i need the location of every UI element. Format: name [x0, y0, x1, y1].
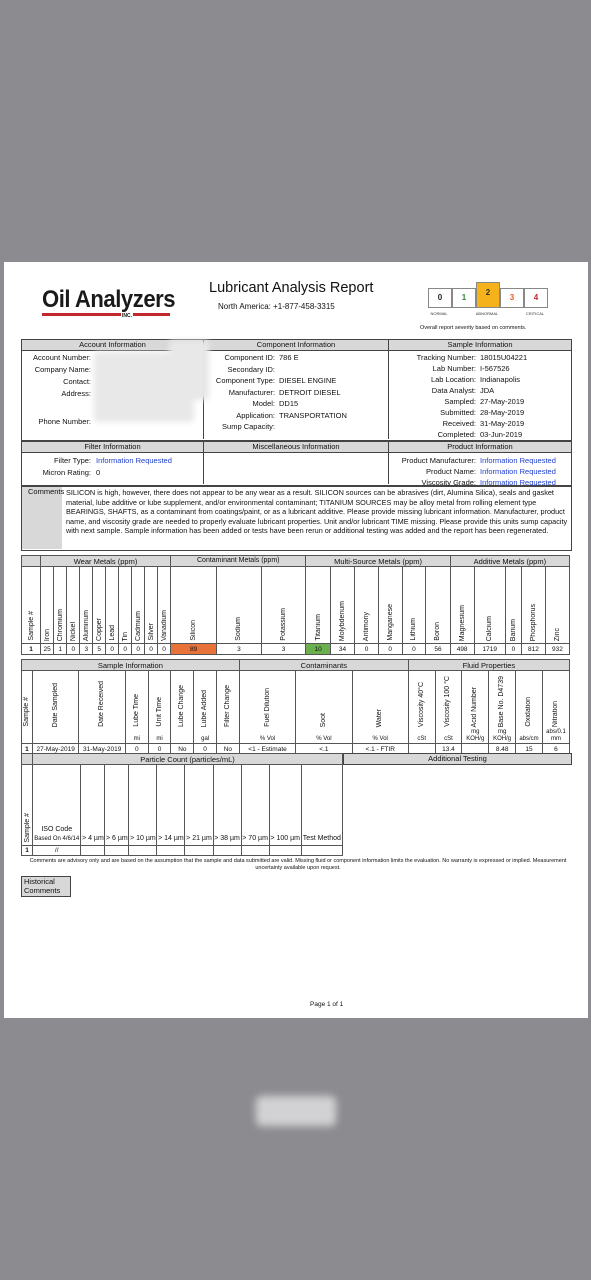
fluid-column-header — [79, 671, 125, 730]
sample-value: 31-May-2019 — [480, 419, 525, 428]
fluid-unit: mg KOH/g — [489, 729, 516, 744]
fluid-unit: % Vol — [352, 729, 408, 744]
severity-2: 2 — [476, 282, 500, 308]
metals-column-label: Vanadium — [160, 609, 168, 641]
fluid-unit: abs/cm — [516, 729, 543, 744]
fluid-value: 1 — [22, 744, 33, 755]
account-label: Account Number: — [33, 353, 91, 362]
particle-column-label: > 21 µm — [186, 835, 212, 842]
metals-column-label: Potassium — [280, 608, 288, 641]
metals-column-label: Iron — [43, 628, 51, 641]
component-label: Component ID: — [224, 353, 275, 362]
metals-column-label: Phosphorus — [529, 603, 537, 641]
metals-value: 1719 — [474, 644, 505, 655]
particle-column-header — [105, 765, 129, 846]
redacted-overlap — [169, 340, 209, 400]
product-label: Product Name: — [425, 467, 476, 476]
fluid-value: No — [171, 744, 194, 755]
metals-value: 5 — [93, 644, 106, 655]
metals-group-heading: Contaminant Metals (ppm) — [171, 556, 306, 567]
metals-column-header — [474, 567, 505, 644]
metals-column-label: Boron — [434, 622, 442, 641]
fluid-column-label: Lube Time — [132, 694, 140, 727]
fluid-unit — [217, 729, 240, 744]
particle-column-header — [185, 765, 213, 846]
metals-column-label: Nickel — [69, 621, 77, 641]
metals-column-header — [93, 567, 106, 644]
metals-column-header — [545, 567, 569, 644]
metals-value: 56 — [426, 644, 450, 655]
fluid-column-header — [32, 671, 78, 730]
sample-label: Sampled: — [444, 397, 476, 406]
particle-column-header — [33, 765, 81, 846]
metals-column-label: Cadmium — [134, 611, 142, 641]
fluid-column-header — [516, 671, 543, 730]
product-label: Product Manufacturer: — [401, 456, 476, 465]
particle-value: 1 — [22, 846, 33, 856]
metals-value: 3 — [217, 644, 262, 655]
metals-column-label: Barium — [509, 618, 517, 641]
fluid-value: 13.4 — [435, 744, 462, 755]
particle-value — [129, 846, 157, 856]
metals-column-header — [330, 567, 354, 644]
company-logo: Oil Analyzers — [42, 286, 176, 313]
sample-value: 28-May-2019 — [480, 408, 525, 417]
metals-column-header — [505, 567, 521, 644]
fluid-column-header — [542, 671, 569, 730]
metals-value: 0 — [355, 644, 379, 655]
fluid-column-header — [352, 671, 408, 730]
particle-value — [301, 846, 342, 856]
severity-label-0: NORMAL — [430, 311, 448, 316]
metals-column-header — [158, 567, 171, 644]
fluid-value: 6 — [542, 744, 569, 755]
misc-heading: Miscellaneous Information — [203, 441, 389, 453]
fluid-value: 0 — [148, 744, 171, 755]
metals-value: 812 — [521, 644, 545, 655]
metals-value: 0 — [505, 644, 521, 655]
particle-column-header — [81, 765, 105, 846]
metals-column-header — [106, 567, 119, 644]
particle-value — [105, 846, 129, 856]
particle-value: // — [33, 846, 81, 856]
particle-value — [269, 846, 301, 856]
metals-value: 932 — [545, 644, 569, 655]
metals-column-label: Sodium — [235, 617, 243, 641]
fluid-column-header — [22, 671, 33, 730]
fluid-column-header — [435, 671, 462, 730]
metals-value: 89 — [171, 644, 217, 655]
metals-column-label: Chromium — [56, 608, 64, 641]
metals-column-header — [426, 567, 450, 644]
fluid-unit: mi — [148, 729, 171, 744]
logo-underline — [42, 313, 170, 316]
report-title: Lubricant Analysis Report — [209, 280, 374, 296]
metals-value: 498 — [450, 644, 474, 655]
fluid-unit: cSt — [435, 729, 462, 744]
account-label: Phone Number: — [38, 417, 91, 426]
particle-value — [185, 846, 213, 856]
severity-0: 0 — [428, 288, 452, 308]
fluid-value: 15 — [516, 744, 543, 755]
fluid-column-label: Soot — [319, 712, 327, 727]
component-label: Secondary ID: — [227, 364, 275, 374]
report-page — [4, 262, 588, 1018]
sample-value: 27-May-2019 — [480, 397, 525, 406]
fluid-column-label: Acid Number — [471, 686, 479, 727]
metals-column-label: Molybdenum — [339, 600, 346, 641]
particle-column-header — [269, 765, 301, 846]
metals-column-header — [521, 567, 545, 644]
account-label: Contact: — [63, 377, 91, 386]
metals-column-label: Zinc — [553, 627, 561, 641]
historical-comments-button[interactable]: Historical Comments — [21, 876, 71, 897]
account-heading: Account Information — [21, 339, 204, 351]
severity-note: Overall report severity based on comments. — [420, 325, 527, 331]
component-label: Model: — [252, 399, 275, 408]
metals-column-header — [132, 567, 145, 644]
component-label: Component Type: — [215, 376, 275, 385]
fluid-column-header — [462, 671, 489, 730]
product-value[interactable]: Information Requested — [480, 478, 556, 487]
severity-3: 3 — [500, 288, 524, 308]
fluid-group-heading: Fluid Properties — [408, 660, 569, 671]
sample-value: Indianapolis — [480, 375, 521, 384]
metals-value: 0 — [158, 644, 171, 655]
component-label: Manufacturer: — [228, 387, 275, 397]
particle-column-header — [129, 765, 157, 846]
account-label: Company Name: — [34, 365, 91, 374]
fluid-column-label: Fuel Dilution — [263, 688, 271, 727]
fluid-column-label: Date Received — [98, 681, 106, 727]
sample-label: Tracking Number: — [416, 353, 476, 362]
fluid-value: 8.48 — [489, 744, 516, 755]
metals-column-header — [217, 567, 262, 644]
particle-value — [241, 846, 269, 856]
component-heading: Component Information — [203, 339, 389, 351]
fluid-unit: mi — [125, 729, 148, 744]
metals-value: 0 — [378, 644, 402, 655]
fluid-column-label: Nitration — [551, 700, 559, 727]
comments-label: Comments — [22, 487, 62, 549]
metals-group-heading: Additive Metals (ppm) — [450, 556, 569, 567]
fluid-table — [21, 659, 570, 755]
metals-column-header — [450, 567, 474, 644]
particle-column-header — [301, 765, 342, 846]
fluid-column-header — [171, 671, 194, 730]
fluid-column-label: Sample # — [22, 697, 30, 727]
fluid-value: 0 — [125, 744, 148, 755]
metals-column-header — [145, 567, 158, 644]
filter-heading: Filter Information — [21, 441, 204, 453]
particle-value — [81, 846, 105, 856]
product-value[interactable]: Information Requested — [480, 456, 556, 465]
component-label: Application: — [236, 410, 275, 420]
particle-value — [157, 846, 185, 856]
particle-column-label: > 6 µm — [106, 835, 128, 842]
fluid-column-header — [489, 671, 516, 730]
metals-column-label: Calcium — [486, 615, 494, 641]
metals-group-blank — [22, 556, 41, 567]
product-heading: Product Information — [388, 441, 572, 453]
additional-testing-heading: Additional Testing — [343, 753, 572, 765]
metals-column-label: Sample # — [27, 611, 35, 641]
metals-value: 0 — [145, 644, 158, 655]
fluid-column-header — [125, 671, 148, 730]
fluid-unit: cSt — [408, 729, 435, 744]
micron-rating-value: 0 — [96, 468, 101, 477]
particle-column-label: Test Method — [302, 835, 341, 842]
sample-value: 18015U04221 — [480, 353, 528, 362]
metals-column-header — [261, 567, 306, 644]
fluid-column-header — [217, 671, 240, 730]
metals-group-heading: Multi-Source Metals (ppm) — [306, 556, 450, 567]
sample-label: Data Analyst: — [431, 386, 476, 395]
metals-column-label: Lead — [108, 625, 116, 641]
sample-label: Lab Number: — [432, 364, 476, 373]
sample-value: JDA — [480, 386, 495, 395]
metals-column-label: Lithium — [410, 618, 418, 641]
sample-label: Completed: — [437, 430, 476, 439]
fluid-value: No — [217, 744, 240, 755]
account-label: Address: — [61, 389, 91, 398]
fluid-unit — [32, 729, 78, 744]
particle-column-header — [213, 765, 241, 846]
comments-text: SILICON is high, however, there does not appear to be any wear as a result. SILICON sources can be abrasives (dirt, Alumina Silica), seals and gasket material, lube additive or lube supplement, and/or environmental contaminant; TITANIUM SOURCES may be alloy metal from rolling element type BEARINGS, SHAFTS, as a contaminant from coatings/paint, or as a lubricant additive. Please provide missing lubricant information. Manufacturer, product name, and viscosity grade are needed to properly evaluate lubricant properties. Unit and/or lubricant TIME missing. Please provide this units sump capacity with next sample. Sample information has been added or tests have been rerun or additional testing was added and the report has been regenerated. — [66, 488, 568, 536]
metals-column-label: Silicon — [190, 620, 198, 641]
metals-column-header — [119, 567, 132, 644]
severity-1: 1 — [452, 288, 476, 308]
redacted-bottom — [256, 1096, 336, 1126]
sample-heading: Sample Information — [388, 339, 572, 351]
fluid-column-label: Lube Change — [178, 684, 186, 727]
component-value: 786 E — [279, 353, 299, 362]
particle-column-header — [241, 765, 269, 846]
fluid-column-label: Lube Added — [201, 689, 209, 727]
sample-label: Received: — [442, 419, 476, 428]
fluid-column-label: Base No. D4739 — [498, 675, 506, 727]
metals-column-header — [355, 567, 379, 644]
iso-basis: Based On 4/6/14 — [34, 836, 80, 842]
metals-value: 0 — [402, 644, 426, 655]
sample-label: Submitted: — [440, 408, 476, 417]
filter-divider — [203, 452, 389, 484]
severity-label-4: CRITICAL — [525, 311, 545, 316]
severity-label-2: ABNORMAL — [475, 311, 499, 316]
fluid-column-label: Unit Time — [155, 697, 163, 727]
sample-value: 03-Jun-2019 — [480, 430, 523, 439]
metals-value: 3 — [261, 644, 306, 655]
phone-number: North America: +1-877-458-3315 — [218, 302, 335, 311]
micron-rating-label: Micron Rating: — [42, 468, 91, 477]
fluid-value: 31-May-2019 — [79, 744, 125, 755]
metals-column-label: Silver — [147, 623, 155, 641]
fluid-group-heading: Contaminants — [239, 660, 408, 671]
component-value: DD15 — [279, 399, 299, 408]
component-value: TRANSPORTATION — [279, 410, 347, 420]
particle-column-label: > 38 µm — [214, 835, 240, 842]
particle-table — [21, 753, 343, 856]
fluid-group-heading: Sample Information — [22, 660, 240, 671]
product-label: Viscosity Grade: — [421, 478, 476, 487]
metals-column-header — [67, 567, 80, 644]
fluid-value: 0 — [194, 744, 217, 755]
fluid-value: <1 - Estimate — [239, 744, 296, 755]
metals-column-label: Tin — [121, 631, 129, 641]
logo-inc: INC. — [122, 313, 132, 319]
metals-value: 0 — [67, 644, 80, 655]
metals-column-label: Copper — [95, 618, 103, 641]
particle-column-header — [22, 765, 33, 846]
component-label: Sump Capacity: — [222, 422, 275, 431]
metals-value: 3 — [80, 644, 93, 655]
fluid-column-header — [148, 671, 171, 730]
product-value[interactable]: Information Requested — [480, 467, 556, 476]
fluid-column-label: Viscosity 40°C — [417, 681, 425, 727]
metals-value: 0 — [119, 644, 132, 655]
fluid-column-header — [239, 671, 296, 730]
particle-column-label: > 4 µm — [82, 835, 104, 842]
metals-value: 0 — [132, 644, 145, 655]
fluid-unit — [171, 729, 194, 744]
particle-column-label: Sample # — [23, 813, 31, 843]
metals-column-label: Magnesium — [458, 604, 466, 641]
fluid-column-label: Water — [376, 708, 384, 727]
particle-value — [213, 846, 241, 856]
metals-table — [21, 555, 570, 655]
severity-4: 4 — [524, 288, 548, 308]
metals-column-label: Antimony — [363, 611, 371, 641]
fluid-column-label: Oxidation — [525, 697, 533, 727]
metals-column-header — [41, 567, 54, 644]
sample-label: Lab Location: — [430, 375, 476, 384]
fluid-unit: % Vol — [239, 729, 296, 744]
metals-column-header — [378, 567, 402, 644]
metals-column-label: Manganese — [386, 604, 394, 641]
fluid-unit — [22, 729, 33, 744]
particle-group-blank — [22, 754, 33, 765]
particle-column-label: > 10 µm — [130, 835, 156, 842]
metals-column-header — [171, 567, 217, 644]
metals-value: 1 — [22, 644, 41, 655]
filter-type-value[interactable]: Information Requested — [96, 456, 172, 465]
metals-column-header — [402, 567, 426, 644]
component-value: DIESEL ENGINE — [279, 376, 337, 385]
fluid-column-header — [194, 671, 217, 730]
particle-column-header — [157, 765, 185, 846]
fluid-unit: % Vol — [296, 729, 352, 744]
particle-column-label: > 14 µm — [158, 835, 184, 842]
particle-column-label: > 70 µm — [242, 835, 268, 842]
fluid-column-label: Date Sampled — [51, 682, 59, 727]
fluid-value: 27-May-2019 — [32, 744, 78, 755]
fluid-unit: abs/0.1 mm — [542, 729, 569, 744]
fluid-value: <.1 — [296, 744, 352, 755]
metals-column-header — [22, 567, 41, 644]
particle-group-heading: Particle Count (particles/mL) — [33, 754, 343, 765]
metals-value: 1 — [54, 644, 67, 655]
metals-value: 25 — [41, 644, 54, 655]
fluid-value: <.1 - FTIR — [352, 744, 408, 755]
fluid-unit: gal — [194, 729, 217, 744]
particle-column-label: ISO Code — [41, 826, 73, 833]
fluid-column-header — [408, 671, 435, 730]
fluid-unit: mg KOH/g — [462, 729, 489, 744]
metals-group-heading: Wear Metals (ppm) — [41, 556, 171, 567]
particle-column-label: > 100 µm — [270, 835, 300, 842]
filter-type-label: Filter Type: — [54, 456, 91, 465]
fluid-column-header — [296, 671, 352, 730]
metals-value: 0 — [106, 644, 119, 655]
page-number: Page 1 of 1 — [310, 1001, 344, 1008]
metals-column-label: Titanium — [314, 614, 322, 641]
metals-column-header — [80, 567, 93, 644]
component-value: DETROIT DIESEL — [279, 387, 341, 397]
metals-value: 10 — [306, 644, 330, 655]
fluid-unit — [79, 729, 125, 744]
disclaimer: Comments are advisory only and are based on the assumption that the sample and data submitted are valid. Missing fluid or component information limits the evaluation. No warranty is expressed or implied. Measurement uncertainty available upon request. — [29, 858, 567, 871]
metals-column-header — [54, 567, 67, 644]
fluid-column-label: Viscosity 100 °C — [444, 676, 452, 727]
metals-column-header — [306, 567, 330, 644]
metals-column-label: Aluminum — [82, 609, 90, 641]
metals-value: 34 — [330, 644, 354, 655]
fluid-column-label: Filter Change — [223, 684, 231, 727]
sample-value: I-567526 — [480, 364, 510, 373]
